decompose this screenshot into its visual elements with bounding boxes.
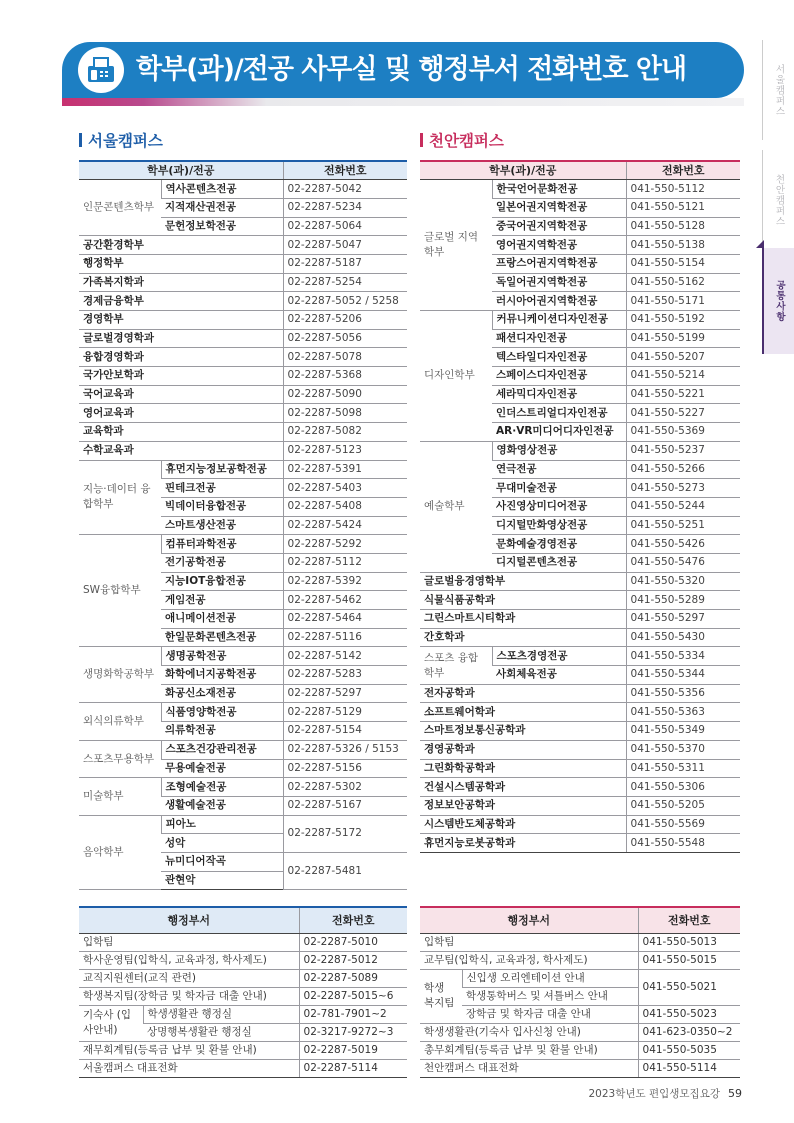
phone-number: 041-550-5199 [626,329,740,348]
phone-number: 02-2287-5042 [283,180,407,199]
office-name: 입학팀 [79,933,299,951]
footer-text: 2023학년도 편입생모집요강 [588,1088,720,1100]
department-name: 행정학부 [79,254,283,273]
table-row [79,441,407,460]
division-name: SW융합학부 [79,535,161,647]
phone-number: 02-2287-5326 / 5153 [283,740,407,759]
department-name: 공간환경학부 [79,236,283,255]
column-header: 전화번호 [638,907,740,933]
major-name: 프랑스어권지역학전공 [492,254,626,273]
phone-number: 041-550-5154 [626,254,740,273]
phone-number: 041-550-5138 [626,236,740,255]
phone-number: 041-550-5363 [626,703,740,722]
major-name: 지적재산권전공 [161,198,283,217]
table-row [420,834,740,853]
phone-number: 02-2287-5154 [283,722,407,741]
cheonan-heading-text: 천안캠퍼스 [429,132,504,150]
major-name: 사회체육전공 [492,666,626,685]
table-row [79,951,407,969]
table-row [420,740,740,759]
major-name: 사진영상미디어전공 [492,497,626,516]
major-name: 일본어권지역학전공 [492,198,626,217]
department-name: 경영공학과 [420,740,626,759]
department-name: 시스템반도체공학과 [420,815,626,834]
phone-number: 041-550-5207 [626,348,740,367]
major-name: 전기공학전공 [161,553,283,572]
table-row [420,1041,740,1059]
major-name: 뉴미디어작곡 [161,852,283,871]
major-name: 중국어권지역학전공 [492,217,626,236]
phone-number: 041-550-5237 [626,441,740,460]
table-row [420,1005,740,1023]
table-row [420,684,740,703]
table-row [79,815,407,834]
phone-number: 041-550-5370 [626,740,740,759]
phone-number: 02-2287-5064 [283,217,407,236]
phone-number: 041-550-5266 [626,460,740,479]
phone-number: 02-2287-5047 [283,236,407,255]
table-row [79,460,407,479]
table-row [79,933,407,951]
table-row [420,1023,740,1041]
phone-number: 041-550-5344 [626,666,740,685]
major-name: 의류학전공 [161,722,283,741]
division-name: 음악학부 [79,815,161,890]
table-row [420,759,740,778]
department-name: 국어교육과 [79,385,283,404]
office-name: 입학팀 [420,933,638,951]
phone-number: 041-550-5112 [626,180,740,199]
table-row [79,703,407,722]
major-name: 무용예술전공 [161,759,283,778]
phone-number: 02-2287-5112 [283,553,407,572]
table-row [79,292,407,311]
table-row [79,180,407,199]
phone-number: 041-550-5311 [626,759,740,778]
table-row [79,647,407,666]
phone-number: 02-2287-5056 [283,329,407,348]
phone-number: 02-2287-5462 [283,591,407,610]
division-name: 인문콘텐츠학부 [79,180,161,236]
office-name: 신입생 오리엔테이션 안내 [462,969,638,987]
phone-number: 041-550-5548 [626,834,740,853]
office-name: 장학금 및 학자금 대출 안내 [462,1005,638,1023]
cheonan-department-table [420,160,740,853]
table-row [79,969,407,987]
office-name: 학사운영팀(입학식, 교육과정, 학사제도) [79,951,299,969]
division-name: 외식의류학부 [79,703,161,740]
column-header: 학부(과)/전공 [79,161,283,180]
major-name: 디지털만화영상전공 [492,516,626,535]
side-tab-cheonan[interactable]: 천안캠퍼스 [762,150,794,250]
major-name: 휴먼지능정보공학전공 [161,460,283,479]
table-header-row [79,161,407,180]
phone-number: 02-2287-5403 [283,479,407,498]
phone-number: 041-550-5251 [626,516,740,535]
major-name: 성악 [161,834,283,853]
seoul-department-table [79,160,407,890]
table-row [420,591,740,610]
cheonan-admin-table [420,906,740,1078]
phone-number: 041-550-5221 [626,385,740,404]
heading-bar [79,133,82,147]
phone-number: 02-2287-5283 [283,666,407,685]
phone-number: 02-2287-5167 [283,796,407,815]
phone-number: 02-2287-5090 [283,385,407,404]
table-row [420,180,740,199]
phone-number: 02-781-7901~2 [299,1005,407,1023]
phone-number: 02-2287-5019 [299,1041,407,1059]
side-tab-arrow-icon [756,240,764,248]
major-name: 애니메이션전공 [161,610,283,629]
phone-number: 02-2287-5297 [283,684,407,703]
page-footer [589,1086,743,1101]
phone-number: 041-550-5023 [638,1005,740,1023]
page-title: 학부(과)/전공 사무실 및 행정부서 전화번호 안내 [136,54,687,85]
division-name: 글로벌 지역학부 [420,180,492,311]
division-name: 디자인학부 [420,311,492,442]
table-row [420,933,740,951]
table-row [420,796,740,815]
column-header: 전화번호 [626,161,740,180]
table-row [420,969,740,987]
fax-phone-icon [78,47,124,93]
table-row [79,1041,407,1059]
major-name: 한국언어문화전공 [492,180,626,199]
department-name: 교육학과 [79,423,283,442]
phone-number: 041-550-5356 [626,684,740,703]
phone-number: 02-2287-5156 [283,759,407,778]
phone-number: 02-2287-5010 [299,933,407,951]
phone-number: 02-2287-5392 [283,572,407,591]
office-name: 학생생활관 행정실 [143,1005,299,1023]
phone-number: 02-2287-5187 [283,254,407,273]
phone-number: 041-550-5369 [626,423,740,442]
major-name: 독일어권지역학전공 [492,273,626,292]
major-name: 화공신소재전공 [161,684,283,703]
major-name: 세라믹디자인전공 [492,385,626,404]
phone-number: 041-550-5244 [626,497,740,516]
phone-number: 02-2287-5116 [283,628,407,647]
phone-number: 02-2287-5464 [283,610,407,629]
major-name: 관현악 [161,871,283,890]
side-tab-seoul[interactable]: 서울캠퍼스 [762,40,794,140]
major-name: 지능IOT융합전공 [161,572,283,591]
phone-number: 041-623-0350~2 [638,1023,740,1041]
table-row [79,1059,407,1077]
office-group-name: 기숙사 (입사안내) [79,1005,143,1041]
office-group-name: 학생 복지팀 [420,969,462,1023]
division-name: 지능·데이터 융합학부 [79,460,161,535]
page-number: 59 [728,1087,742,1100]
table-row [79,329,407,348]
column-header: 행정부서 [79,907,299,933]
phone-number: 041-550-5205 [626,796,740,815]
phone-number: 02-2287-5424 [283,516,407,535]
phone-number: 041-550-5015 [638,951,740,969]
major-name: 한일문화콘텐츠전공 [161,628,283,647]
table-row [79,236,407,255]
column-header: 전화번호 [283,161,407,180]
phone-number: 02-2287-5368 [283,367,407,386]
table-row [79,740,407,759]
department-name: 식물식품공학과 [420,591,626,610]
phone-number: 02-2287-5114 [299,1059,407,1077]
table-row [79,423,407,442]
phone-number: 02-2287-5302 [283,778,407,797]
office-name: 학생생활관(기숙사 입사신청 안내) [420,1023,638,1041]
major-name: 커뮤니케이션디자인전공 [492,311,626,330]
major-name: 인더스트리얼디자인전공 [492,404,626,423]
major-name: 조형예술전공 [161,778,283,797]
table-row [79,404,407,423]
table-row [420,951,740,969]
major-name: 스페이스디자인전공 [492,367,626,386]
department-name: 국가안보학과 [79,367,283,386]
major-name: 연극전공 [492,460,626,479]
phone-number: 02-2287-5481 [283,852,407,889]
division-name: 생명화학공학부 [79,647,161,703]
division-name: 스포츠 융합학부 [420,647,492,684]
department-name: 글로벌경영학과 [79,329,283,348]
phone-number: 02-2287-5082 [283,423,407,442]
major-name: 게임전공 [161,591,283,610]
phone-number: 02-2287-5292 [283,535,407,554]
table-row [79,987,407,1005]
office-name: 교직지원센터(교직 관련) [79,969,299,987]
phone-number: 041-550-5021 [638,969,740,1005]
phone-number: 041-550-5430 [626,628,740,647]
phone-number: 02-2287-5098 [283,404,407,423]
department-name: 그린화학공학과 [420,759,626,778]
major-name: 디지털콘텐츠전공 [492,553,626,572]
table-row [79,348,407,367]
major-name: 스포츠경영전공 [492,647,626,666]
phone-number: 02-2287-5391 [283,460,407,479]
column-header: 전화번호 [299,907,407,933]
header-accent-strip [62,98,744,106]
phone-number: 02-2287-5129 [283,703,407,722]
table-header-row [420,907,740,933]
phone-number: 041-550-5297 [626,610,740,629]
table-header-row [420,161,740,180]
department-name: 소프트웨어학과 [420,703,626,722]
table-row [420,628,740,647]
phone-number: 041-550-5273 [626,479,740,498]
department-name: 글로벌융경영학부 [420,572,626,591]
table-row [79,367,407,386]
major-name: 스포츠건강관리전공 [161,740,283,759]
phone-number: 02-2287-5234 [283,198,407,217]
phone-number: 02-2287-5254 [283,273,407,292]
phone-number: 041-550-5227 [626,404,740,423]
phone-number: 041-550-5334 [626,647,740,666]
table-row [420,647,740,666]
table-row [79,385,407,404]
phone-number: 041-550-5171 [626,292,740,311]
phone-number: 041-550-5192 [626,311,740,330]
phone-number: 02-2287-5012 [299,951,407,969]
side-tab-common[interactable]: 공통사항 [762,248,794,354]
phone-number: 02-2287-5089 [299,969,407,987]
column-header: 행정부서 [420,907,638,933]
major-name: 역사콘텐츠전공 [161,180,283,199]
table-row [420,722,740,741]
department-name: 정보보안공학과 [420,796,626,815]
major-name: 문화예술경영전공 [492,535,626,554]
table-row [420,441,740,460]
table-row [79,254,407,273]
division-name: 스포츠무용학부 [79,740,161,777]
department-name: 휴먼지능로봇공학과 [420,834,626,853]
table-row [79,1005,407,1023]
office-name: 총무회계팀(등록금 납부 및 환불 안내) [420,1041,638,1059]
phone-number: 02-2287-5015~6 [299,987,407,1005]
phone-number: 041-550-5289 [626,591,740,610]
seoul-admin-table [79,906,407,1078]
major-name: 빅데이터융합전공 [161,497,283,516]
office-name: 서울캠퍼스 대표전화 [79,1059,299,1077]
table-row [420,815,740,834]
office-name: 상명행복생활관 행정실 [143,1023,299,1041]
department-name: 건설시스템공학과 [420,778,626,797]
department-name: 그린스마트시티학과 [420,610,626,629]
department-name: 간호학과 [420,628,626,647]
office-name: 재무회계팀(등록금 납부 및 환불 안내) [79,1041,299,1059]
division-name: 미술학부 [79,778,161,815]
phone-number: 041-550-5035 [638,1041,740,1059]
table-row [79,778,407,797]
table-row [420,1059,740,1077]
major-name: 화학에너지공학전공 [161,666,283,685]
phone-number: 02-3217-9272~3 [299,1023,407,1041]
department-name: 경제금융학부 [79,292,283,311]
office-name: 학생통학버스 및 셔틀버스 안내 [462,987,638,1005]
phone-number: 02-2287-5172 [283,815,407,852]
major-name: 식품영양학전공 [161,703,283,722]
table-row [79,535,407,554]
phone-number: 041-550-5114 [638,1059,740,1077]
seoul-heading-text: 서울캠퍼스 [88,132,163,150]
table-row [420,778,740,797]
major-name: 영어권지역학전공 [492,236,626,255]
table-row [420,311,740,330]
phone-number: 041-550-5214 [626,367,740,386]
major-name: 생활예술전공 [161,796,283,815]
office-name: 천안캠퍼스 대표전화 [420,1059,638,1077]
department-name: 융합경영학과 [79,348,283,367]
phone-number: 041-550-5162 [626,273,740,292]
major-name: 영화영상전공 [492,441,626,460]
major-name: 텍스타일디자인전공 [492,348,626,367]
table-row [420,703,740,722]
table-row [420,572,740,591]
office-name: 교무팀(입학식, 교육과정, 학사제도) [420,951,638,969]
table-row [420,610,740,629]
phone-number: 041-550-5476 [626,553,740,572]
major-name: 컴퓨터과학전공 [161,535,283,554]
major-name: 패션디자인전공 [492,329,626,348]
major-name: 피아노 [161,815,283,834]
department-name: 가족복지학과 [79,273,283,292]
heading-bar [420,133,423,147]
major-name: 러시아어권지역학전공 [492,292,626,311]
phone-number: 02-2287-5123 [283,441,407,460]
table-header-row [79,907,407,933]
phone-number: 041-550-5121 [626,198,740,217]
cheonan-heading [420,131,504,151]
department-name: 경영학부 [79,311,283,330]
phone-number: 041-550-5426 [626,535,740,554]
seoul-heading [79,131,163,151]
major-name: AR·VR미디어디자인전공 [492,423,626,442]
phone-number: 02-2287-5408 [283,497,407,516]
major-name: 무대미술전공 [492,479,626,498]
column-header: 학부(과)/전공 [420,161,626,180]
department-name: 영어교육과 [79,404,283,423]
phone-number: 02-2287-5052 / 5258 [283,292,407,311]
major-name: 문헌정보학전공 [161,217,283,236]
phone-number: 041-550-5128 [626,217,740,236]
major-name: 핀테크전공 [161,479,283,498]
office-name: 학생복지팀(장학금 및 학자금 대출 안내) [79,987,299,1005]
department-name: 스마트정보통신공학과 [420,722,626,741]
department-name: 전자공학과 [420,684,626,703]
phone-number: 02-2287-5078 [283,348,407,367]
phone-number: 041-550-5320 [626,572,740,591]
phone-number: 041-550-5349 [626,722,740,741]
major-name: 스마트생산전공 [161,516,283,535]
division-name: 예술학부 [420,441,492,572]
table-row [79,273,407,292]
phone-number: 02-2287-5206 [283,311,407,330]
department-name: 수학교육과 [79,441,283,460]
phone-number: 041-550-5306 [626,778,740,797]
phone-number: 041-550-5013 [638,933,740,951]
table-row [79,311,407,330]
major-name: 생명공학전공 [161,647,283,666]
phone-number: 041-550-5569 [626,815,740,834]
phone-number: 02-2287-5142 [283,647,407,666]
